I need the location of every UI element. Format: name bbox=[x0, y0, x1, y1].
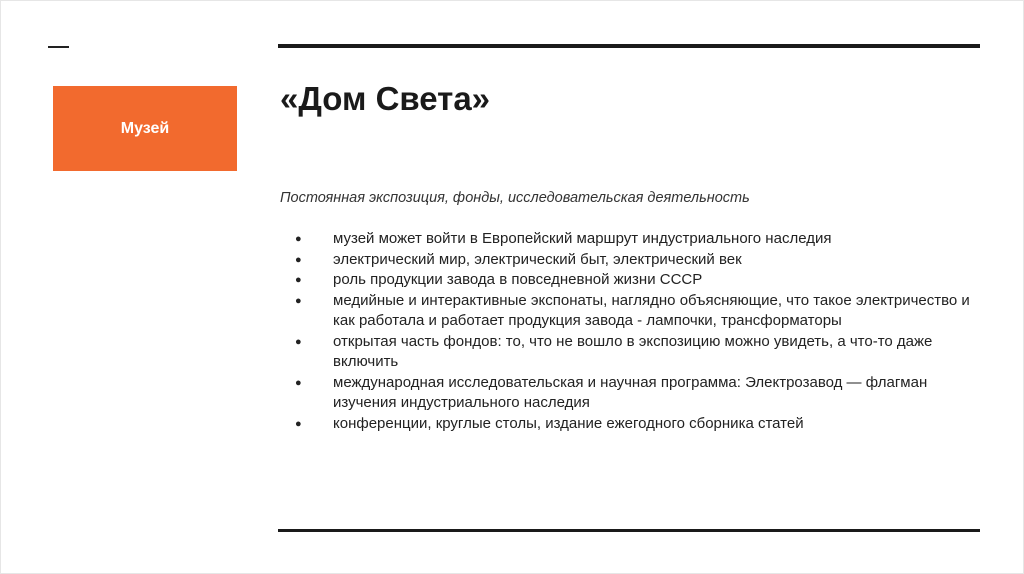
bullet-dot-icon: ● bbox=[295, 335, 302, 348]
short-dash-divider bbox=[48, 46, 69, 48]
bullet-text: медийные и интерактивные экспонаты, наглядно объясняющие, что такое электричество и как работала и работает продукция завода - лампочки, трансформаторы bbox=[333, 291, 970, 329]
bottom-rule bbox=[278, 529, 980, 532]
bullet-item bbox=[295, 373, 975, 414]
bullet-dot-icon: ● bbox=[295, 274, 302, 286]
bullet-item bbox=[295, 291, 975, 332]
bullet-text: международная исследовательская и научная программа: Электрозавод — флагман изучения индустриального наследия bbox=[333, 373, 928, 411]
bullet-dot-icon: ● bbox=[295, 376, 302, 389]
bullet-text: открытая часть фондов: то, что не вошло в экспозицию можно увидеть, а что-то даже включить bbox=[333, 332, 933, 370]
bullet-dot-icon: ● bbox=[295, 417, 302, 430]
section-tag bbox=[53, 86, 237, 171]
bullet-item bbox=[295, 250, 975, 271]
bullet-list bbox=[295, 229, 975, 434]
bullet-item bbox=[295, 270, 975, 291]
top-rule bbox=[278, 44, 980, 48]
slide-title: «Дом Света» bbox=[280, 80, 491, 117]
bullet-item bbox=[295, 332, 975, 373]
slide-subtitle: Постоянная экспозиция, фонды, исследовательская деятельность bbox=[280, 190, 750, 206]
bullet-text: роль продукции завода в повседневной жизни СССР bbox=[333, 271, 703, 288]
bullet-text: музей может войти в Европейский маршрут индустриального наследия bbox=[333, 230, 832, 247]
bullet-item bbox=[295, 229, 975, 250]
bullet-text: конференции, круглые столы, издание ежегодного сборника статей bbox=[333, 414, 804, 432]
bullet-dot-icon: ● bbox=[295, 294, 302, 307]
bullet-item bbox=[295, 414, 975, 435]
bullet-dot-icon: ● bbox=[295, 253, 302, 266]
bullet-dot-icon: ● bbox=[295, 233, 302, 245]
bullet-text: электрический мир, электрический быт, электрический век bbox=[333, 250, 742, 268]
section-tag-label: Музей bbox=[120, 119, 170, 137]
